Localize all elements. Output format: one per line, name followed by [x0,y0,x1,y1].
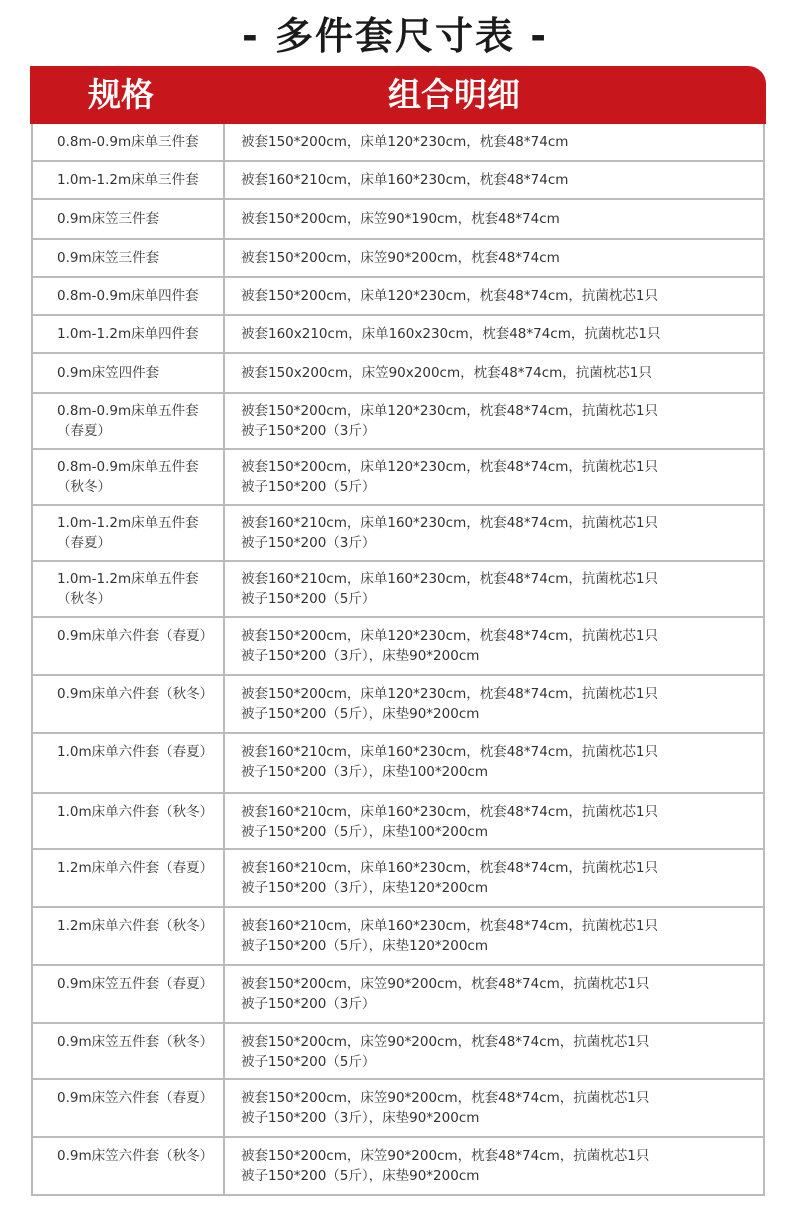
spec-text: 0.9m床笠五件套（秋冬） [57,1034,214,1050]
detail-text: 被套150*200cm，床笠90*200cm，枕套48*74cm [241,250,560,266]
spec-cell [33,850,225,906]
detail-text: 被子150*200（5斤），床垫120*200cm [241,938,488,954]
detail-text: 被套150*200cm，床笠90*200cm，枕套48*74cm，抗菌枕芯1只 [241,1090,650,1106]
spec-cell [33,966,225,1022]
detail-cell [225,354,763,392]
detail-cell [225,908,763,964]
detail-text: 被子150*200（3斤），床垫100*200cm [241,764,488,780]
detail-text: 被套160*210cm，床单160*230cm，枕套48*74cm，抗菌枕芯1只 [241,804,658,820]
spec-text: 1.0m-1.2m床单四件套 [57,326,199,342]
spec-text: 1.0m-1.2m床单五件套 [57,515,199,531]
spec-text: 0.9m床笠六件套（春夏） [57,1090,214,1106]
detail-text: 被套150*200cm，床单120*230cm，枕套48*74cm，抗菌枕芯1只 [241,628,658,644]
spec-text: 0.9m床笠三件套 [57,250,160,266]
detail-text: 被子150*200（3斤），床垫90*200cm [241,648,480,664]
page-title: - 多件套尺寸表 - [241,14,548,58]
detail-text: 被子150*200（5斤），床垫100*200cm [241,824,488,840]
detail-text: 被套150*200cm，床笠90*200cm，枕套48*74cm，抗菌枕芯1只 [241,1034,650,1050]
detail-cell [225,794,763,848]
detail-cell [225,734,763,792]
detail-text: 被子150*200（3斤） [241,535,376,551]
detail-text: 被子150*200（3斤） [241,423,376,439]
spec-text: 0.9m床单六件套（春夏） [57,628,214,644]
table-row [33,794,763,850]
detail-text: 被套160x210cm，床单160x230cm，枕套48*74cm，抗菌枕芯1只 [241,326,661,342]
spec-cell [33,200,225,238]
detail-cell [225,506,763,560]
spec-text: 1.0m-1.2m床单五件套 [57,571,199,587]
detail-cell [225,278,763,314]
detail-cell [225,1138,763,1194]
table-row [33,908,763,966]
spec-cell [33,1080,225,1136]
detail-text: 被套150*200cm，床单120*230cm，枕套48*74cm，抗菌枕芯1只 [241,459,658,475]
spec-text: 1.2m床单六件套（春夏） [57,860,214,876]
table-row [33,162,763,200]
detail-text: 被子150*200（5斤） [241,1054,376,1070]
header-detail-label: 组合明细 [388,75,520,114]
detail-text: 被套150x200cm，床笠90x200cm，枕套48*74cm，抗菌枕芯1只 [241,365,652,381]
detail-text: 被子150*200（3斤），床垫120*200cm [241,880,488,896]
spec-text: 0.9m床笠六件套（秋冬） [57,1148,214,1164]
spec-cell [33,316,225,352]
detail-cell [225,200,763,238]
spec-text: 0.9m床笠五件套（春夏） [57,976,214,992]
detail-text: 被套160*210cm，床单160*230cm，枕套48*74cm，抗菌枕芯1只 [241,515,658,531]
spec-cell [33,394,225,448]
size-table [31,124,765,1196]
table-row [33,1138,763,1194]
spec-cell [33,562,225,616]
detail-cell [225,562,763,616]
spec-text: 1.0m床单六件套（春夏） [57,744,214,760]
spec-cell [33,162,225,198]
spec-text: （春夏） [57,423,111,439]
detail-text: 被子150*200（5斤），床垫90*200cm [241,706,480,722]
spec-text: 0.9m床笠三件套 [57,211,160,227]
detail-text: 被子150*200（5斤），床垫90*200cm [241,1168,480,1184]
spec-cell [33,908,225,964]
detail-text: 被套160*210cm，床单160*230cm，枕套48*74cm，抗菌枕芯1只 [241,918,658,934]
spec-text: 1.2m床单六件套（秋冬） [57,918,214,934]
detail-cell [225,240,763,276]
detail-text: 被子150*200（3斤） [241,996,376,1012]
table-row [33,734,763,794]
spec-text: 0.8m-0.9m床单三件套 [57,134,199,150]
table-row [33,394,763,450]
spec-text: 0.9m床笠四件套 [57,365,160,381]
spec-text: 0.9m床单六件套（秋冬） [57,686,214,702]
table-row [33,966,763,1024]
spec-cell [33,1138,225,1194]
table-row [33,850,763,908]
table-row [33,316,763,354]
spec-text: 0.8m-0.9m床单五件套 [57,403,199,419]
spec-cell [33,450,225,504]
table-row [33,200,763,240]
table-row [33,562,763,618]
table-row [33,1080,763,1138]
detail-cell [225,676,763,732]
table-row [33,618,763,676]
detail-text: 被套150*200cm，床单120*230cm，枕套48*74cm，抗菌枕芯1只 [241,403,658,419]
table-row [33,278,763,316]
detail-text: 被套160*210cm，床单160*230cm，枕套48*74cm，抗菌枕芯1只 [241,744,658,760]
spec-cell [33,618,225,674]
spec-cell [33,1024,225,1078]
detail-cell [225,316,763,352]
spec-cell [33,278,225,314]
detail-text: 被子150*200（5斤） [241,591,376,607]
detail-text: 被套150*200cm，床单120*230cm，枕套48*74cm，抗菌枕芯1只 [241,288,658,304]
detail-cell [225,1024,763,1078]
table-header [30,66,766,124]
table-row [33,676,763,734]
table-row [33,354,763,394]
detail-cell [225,394,763,448]
detail-cell [225,966,763,1022]
detail-cell [225,850,763,906]
table-row [33,1024,763,1080]
detail-cell [225,450,763,504]
detail-cell [225,162,763,198]
spec-text: 1.0m床单六件套（秋冬） [57,804,214,820]
detail-text: 被套150*200cm，床笠90*190cm，枕套48*74cm [241,211,560,227]
spec-text: 1.0m-1.2m床单三件套 [57,172,199,188]
spec-cell [33,354,225,392]
spec-cell [33,240,225,276]
table-row [33,124,763,162]
detail-cell [225,124,763,160]
spec-cell [33,794,225,848]
detail-text: 被套150*200cm，床单120*230cm，枕套48*74cm，抗菌枕芯1只 [241,686,658,702]
spec-cell [33,506,225,560]
spec-text: 0.8m-0.9m床单四件套 [57,288,199,304]
detail-text: 被套160*210cm，床单160*230cm，枕套48*74cm [241,172,569,188]
spec-text: 0.8m-0.9m床单五件套 [57,459,199,475]
table-row [33,450,763,506]
detail-text: 被子150*200（5斤） [241,479,376,495]
detail-text: 被套150*200cm，床笠90*200cm，枕套48*74cm，抗菌枕芯1只 [241,976,650,992]
spec-cell [33,734,225,792]
detail-cell [225,1080,763,1136]
detail-text: 被套150*200cm，床单120*230cm，枕套48*74cm [241,134,569,150]
detail-text: 被套160*210cm，床单160*230cm，枕套48*74cm，抗菌枕芯1只 [241,571,658,587]
detail-text: 被套160*210cm，床单160*230cm，枕套48*74cm，抗菌枕芯1只 [241,860,658,876]
spec-text: （春夏） [57,535,111,551]
spec-cell [33,124,225,160]
table-row [33,506,763,562]
detail-cell [225,618,763,674]
spec-text: （秋冬） [57,479,111,495]
header-spec-label: 规格 [88,75,154,114]
spec-cell [33,676,225,732]
table-row [33,240,763,278]
detail-text: 被套150*200cm，床笠90*200cm，枕套48*74cm，抗菌枕芯1只 [241,1148,650,1164]
detail-text: 被子150*200（3斤），床垫90*200cm [241,1110,480,1126]
spec-text: （秋冬） [57,591,111,607]
